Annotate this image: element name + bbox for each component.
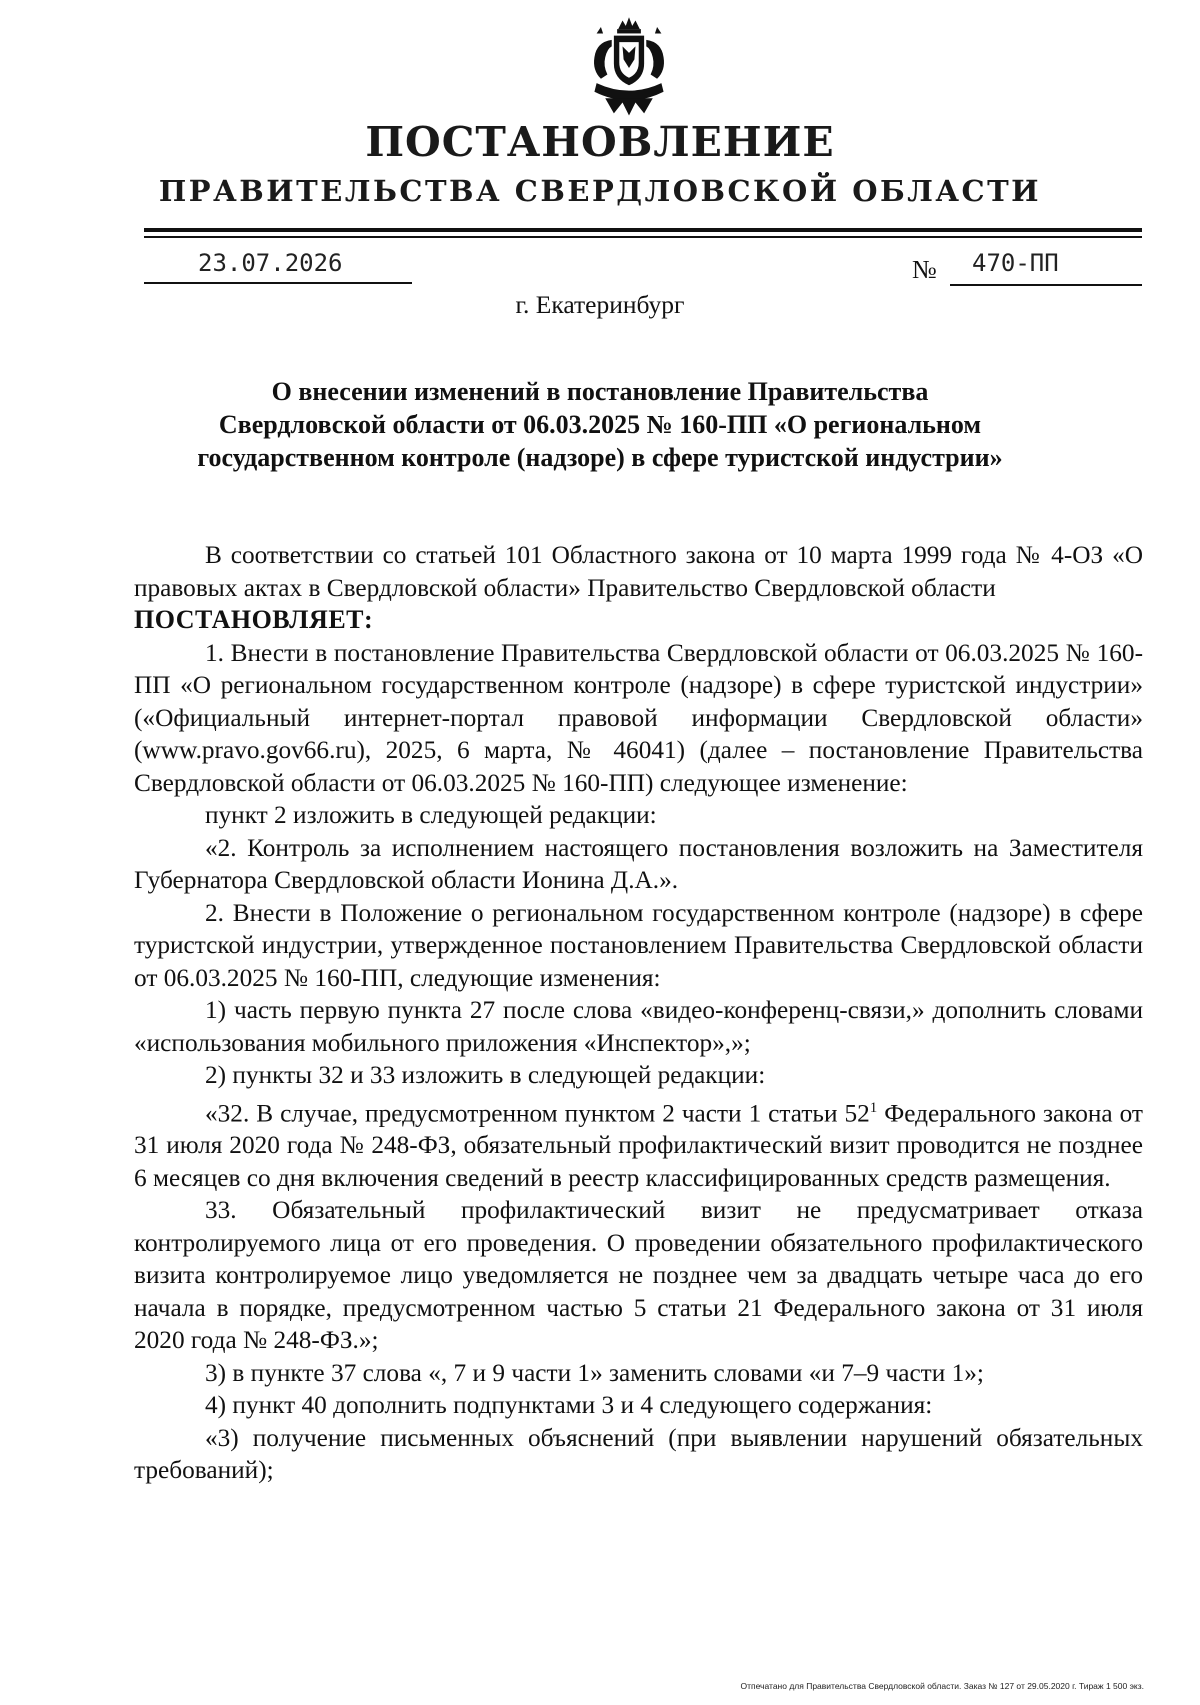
header-divider-thin	[144, 236, 1142, 238]
paragraph-1: 1. Внести в постановление Правительства Свердловской области от 06.03.2025 № 160-ПП «О региональном государственном контроле (надзоре) в сфере туристской индустрии» («Официальный интернет-портал правовой информации Свердловской области» (www.pravo.gov66.ru), 2025, 6 марта, № 46041) (далее – постановление Правительства Свердловской области от 06.03.2025 № 160-ПП) следующее изменение:	[134, 638, 1143, 797]
subparagraph-2-2: 2) пункты 32 и 33 изложить в следующей редакции:	[205, 1061, 766, 1089]
paragraph-1b: «2. Контроль за исполнением настоящего постановления возложить на Заместителя Губернатора Свердловской области Ионина Д.А.».	[134, 833, 1143, 894]
clause-40-3: «3) получение письменных объяснений (при выявлении нарушений обязательных требований);	[134, 1423, 1143, 1485]
title-line: государственном контроле (надзоре) в сфере туристской индустрии»	[197, 443, 1003, 472]
clause-32-superscript: 1	[869, 1099, 878, 1116]
header-divider	[144, 228, 1142, 232]
subparagraph-2-4: 4) пункт 40 дополнить подпунктами 3 и 4 следующего содержания:	[205, 1391, 933, 1420]
document-type-heading: ПОСТАНОВЛЕНИЕ	[365, 118, 835, 166]
print-footer: Отпечатано для Правительства Свердловской области. Заказ № 127 от 29.05.2020 г. Тираж 1 500 экз.	[740, 1681, 1144, 1691]
decree-word: ПОСТАНОВЛЯЕТ:	[134, 605, 374, 634]
paragraph-1a: пункт 2 изложить в следующей редакции:	[205, 801, 657, 829]
document-number: 470-ПП	[972, 249, 1059, 277]
clause-32-end: Федерального закона от 31 июля 2020 года № 248-ФЗ, обязательный профилактический визит проводится не позднее 6 месяцев со дня включения сведений в реестр классифицированных средств размещения.	[134, 1098, 1143, 1192]
subparagraph-2-3: 3) в пункте 37 слова «, 7 и 9 части 1» заменить словами «и 7–9 части 1»;	[205, 1358, 984, 1387]
intro-paragraph: В соответствии со статьей 101 Областного закона от 10 марта 1999 года № 4-ОЗ «О правовых актах в Свердловской области» Правительство Свердловской области	[134, 541, 1143, 602]
clause-32	[134, 1092, 1143, 1195]
clause-33: 33. Обязательный профилактический визит не предусматривает отказа контролируемого лица от его проведения. О проведении обязательного профилактического визита контролируемое лицо уведомляется не позднее чем за двадцать четыре часа до его начала в порядке, предусмотренном частью 5 статьи 21 Федерального закона от 31 июля 2020 года № 248-ФЗ.»;	[134, 1196, 1143, 1355]
document-date: 23.07.2026	[198, 249, 343, 277]
document-title	[180, 375, 1020, 474]
clause-32-start: «32. В случае, предусмотренном пунктом 2 части 1 статьи 52	[205, 1098, 870, 1127]
subparagraph-2-1: 1) часть первую пункта 27 после слова «видео-конференц-связи,» дополнить словами «использования мобильного приложения «Инспектор»,»;	[134, 996, 1143, 1057]
number-sign: №	[912, 255, 937, 284]
number-underline	[950, 284, 1142, 286]
issue-city: г. Екатеринбург	[515, 290, 685, 319]
date-underline	[144, 282, 412, 284]
document-body	[134, 539, 1143, 1487]
issuing-organization: ПРАВИТЕЛЬСТВА СВЕРДЛОВСКОЙ ОБЛАСТИ	[158, 174, 1042, 208]
title-line: О внесении изменений в постановление Правительства	[271, 377, 929, 406]
coat-of-arms-icon	[575, 14, 683, 122]
title-line: Свердловской области от 06.03.2025 № 160-ПП «О региональном	[218, 410, 982, 439]
paragraph-2: 2. Внести в Положение о региональном государственном контроле (надзоре) в сфере туристской индустрии, утвержденное постановлением Правительства Свердловской области от 06.03.2025 № 160-ПП, следующие изменения:	[134, 898, 1143, 992]
